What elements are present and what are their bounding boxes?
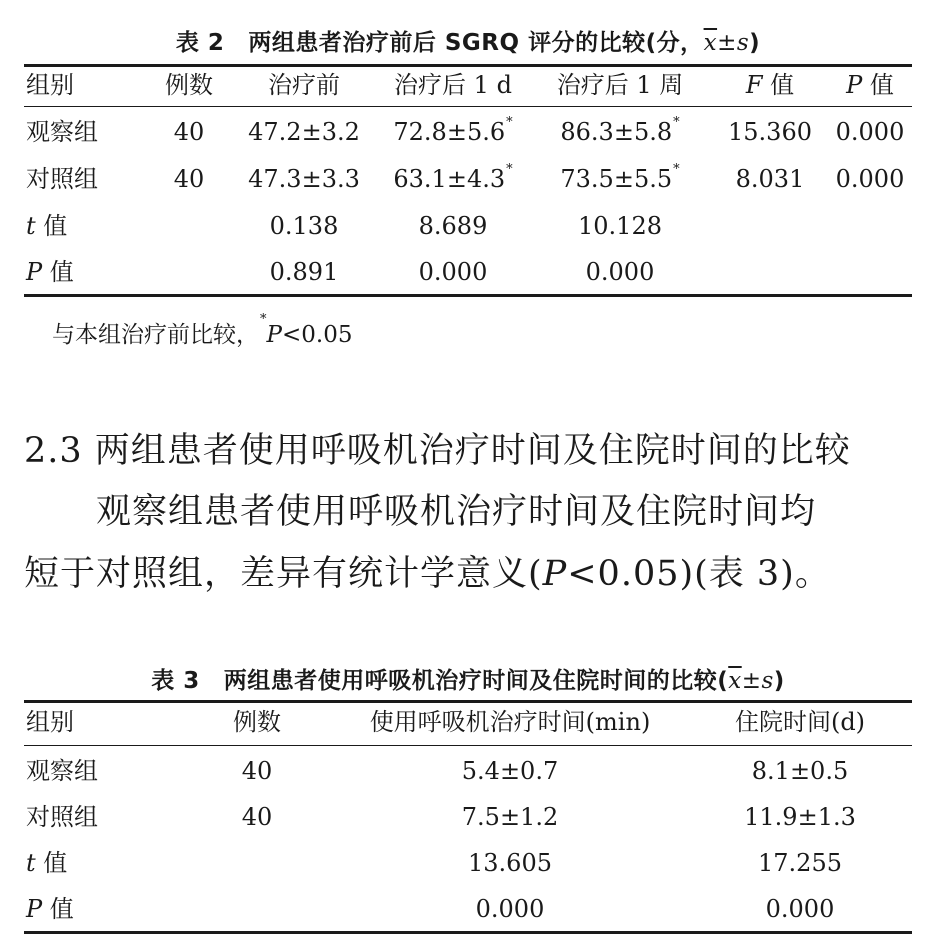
col-header-f: F 值 <box>745 71 795 99</box>
paragraph-line-2: 短于对照组，差异有统计学意义(P<0.05)(表 3)。 <box>24 554 831 594</box>
table3-caption: 表 3 两组患者使用呼吸机治疗时间及住院时间的比较$(\overline{x}\pm s)$ <box>151 668 785 694</box>
section-heading: 2.3 两组患者使用呼吸机治疗时间及住院时间的比较 <box>24 431 851 471</box>
row-before: 47.2±3.2 <box>248 118 360 146</box>
row-after1d: 8.689 <box>418 212 488 240</box>
table3-label: 表 3 <box>151 668 200 694</box>
col-header-vent: 使用呼吸机治疗时间(min) <box>369 708 651 736</box>
row-vent: 13.605 <box>468 849 552 877</box>
row-n: 40 <box>241 757 273 785</box>
row-n: 40 <box>241 803 273 831</box>
row-before: 0.138 <box>269 212 339 240</box>
row-label: t 值 <box>26 212 68 240</box>
col-header-after1d: 治疗后 1 d <box>394 71 512 99</box>
col-header-n: 例数 <box>165 71 213 99</box>
row-label: P 值 <box>26 895 74 923</box>
row-n: 40 <box>173 165 205 193</box>
col-header-before: 治疗前 <box>268 71 340 99</box>
table2-footnote: 与本组治疗前比较，*P<0.05 <box>52 312 353 348</box>
table2-label: 表 2 <box>175 30 225 56</box>
table2-bottom-rule <box>24 294 912 297</box>
xbar-symbol: $\overline{x}$ <box>728 668 742 694</box>
table3-bottom-rule <box>24 931 912 934</box>
table2-top-rule <box>24 64 912 67</box>
paragraph-line-1: 观察组患者使用呼吸机治疗时间及住院时间均 <box>96 492 817 532</box>
row-group: 观察组 <box>26 757 98 785</box>
row-f: 8.031 <box>735 165 805 193</box>
row-after1w: 86.3±5.8* <box>560 115 680 146</box>
row-after1w: 10.128 <box>578 212 662 240</box>
row-before: 0.891 <box>269 258 339 286</box>
row-group: 对照组 <box>26 803 98 831</box>
row-stay: 0.000 <box>765 895 835 923</box>
col-header-stay: 住院时间(d) <box>734 708 866 736</box>
row-vent: 0.000 <box>475 895 545 923</box>
row-stay: 17.255 <box>758 849 842 877</box>
col-header-group: 组别 <box>26 71 74 99</box>
col-header-after1w: 治疗后 1 周 <box>556 71 684 99</box>
row-p: 0.000 <box>835 118 905 146</box>
row-f: 15.360 <box>728 118 812 146</box>
row-before: 47.3±3.3 <box>248 165 360 193</box>
row-group: 对照组 <box>26 165 98 193</box>
row-n: 40 <box>173 118 205 146</box>
table3-top-rule <box>24 700 912 703</box>
row-vent: 7.5±1.2 <box>461 803 559 831</box>
row-stay: 11.9±1.3 <box>744 803 856 831</box>
row-after1d: 0.000 <box>418 258 488 286</box>
table3-header-rule <box>24 745 912 746</box>
row-p: 0.000 <box>835 165 905 193</box>
table2-header-rule <box>24 106 912 107</box>
row-after1d: 63.1±4.3* <box>393 162 513 193</box>
row-after1d: 72.8±5.6* <box>393 115 513 146</box>
table2-caption: 表 2 两组患者治疗前后 SGRQ 评分的比较(分，$\overline{x}\pm s$) <box>175 30 761 56</box>
row-label: P 值 <box>26 258 74 286</box>
xbar-symbol: $\overline{x}$ <box>703 30 718 56</box>
col-header-n: 例数 <box>233 708 281 736</box>
row-after1w: 73.5±5.5* <box>560 162 680 193</box>
col-header-p: P 值 <box>846 71 894 99</box>
row-label: t 值 <box>26 849 68 877</box>
table2-title: 两组患者治疗前后 SGRQ 评分的比较(分， <box>248 30 704 56</box>
row-after1w: 0.000 <box>585 258 655 286</box>
row-stay: 8.1±0.5 <box>751 757 849 785</box>
table3-title: 两组患者使用呼吸机治疗时间及住院时间的比较( <box>223 668 729 694</box>
col-header-group: 组别 <box>26 708 74 736</box>
row-group: 观察组 <box>26 118 98 146</box>
row-vent: 5.4±0.7 <box>461 757 559 785</box>
